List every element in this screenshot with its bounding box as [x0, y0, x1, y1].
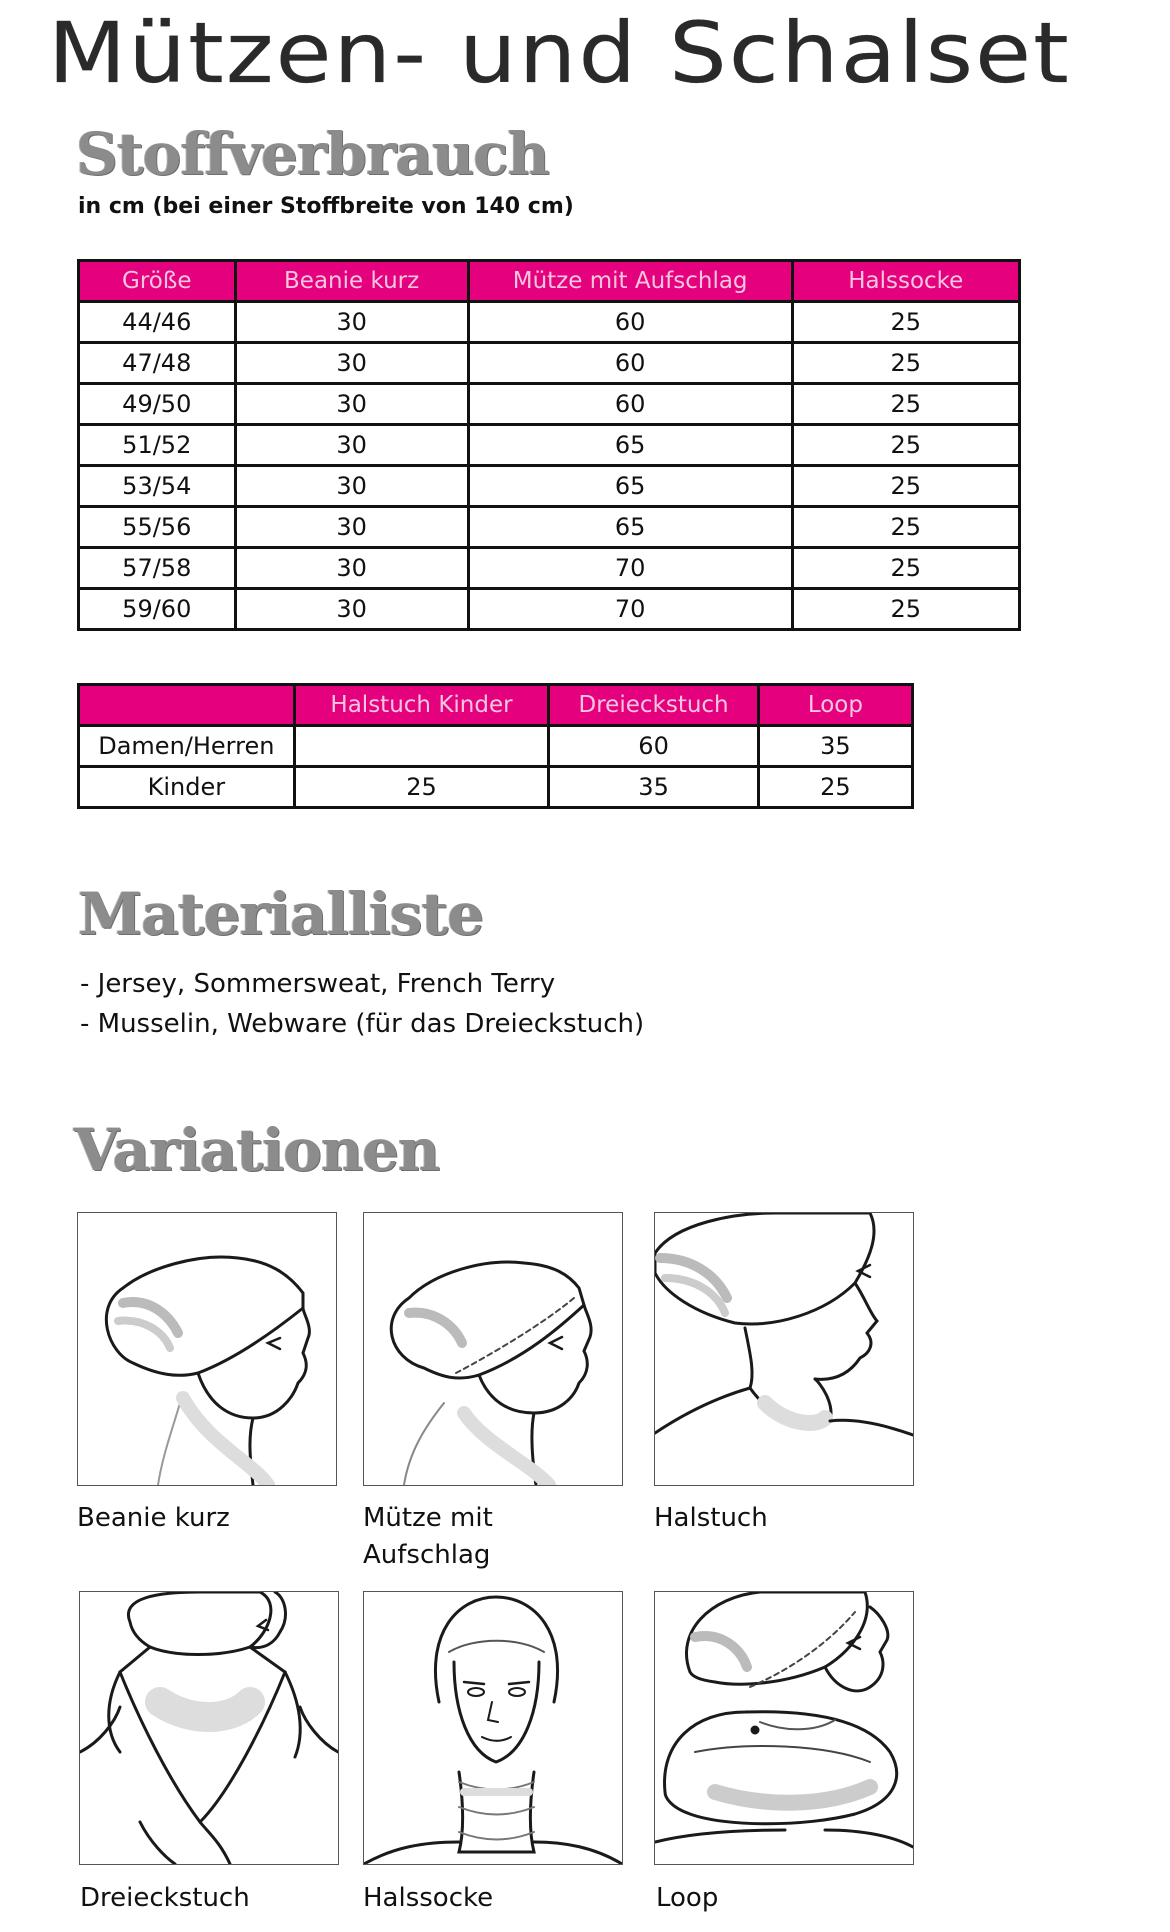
cell-size: 53/54	[79, 466, 236, 507]
table-row	[79, 589, 1020, 630]
neck-sock-illustration	[363, 1591, 623, 1865]
scarf-table-header-row	[79, 685, 913, 726]
caption-beanie-kurz: Beanie kurz	[77, 1503, 230, 1533]
caption-line: Aufschlag	[363, 1540, 491, 1570]
cell-value: 25	[792, 466, 1019, 507]
header-groesse: Größe	[79, 261, 236, 302]
page-title: Mützen- und Schalset	[48, 4, 1071, 102]
beanie-illustration	[77, 1212, 337, 1486]
cell-value: 65	[468, 466, 792, 507]
header-loop: Loop	[758, 685, 912, 726]
cell-size: 57/58	[79, 548, 236, 589]
cell-size: 55/56	[79, 507, 236, 548]
list-item: - Musselin, Webware (für das Dreieckstuch)	[80, 1009, 645, 1039]
cell-value: 30	[235, 466, 468, 507]
caption-halssocke: Halssocke	[363, 1883, 494, 1913]
scarf-table	[77, 683, 914, 809]
fabric-subtitle: in cm (bei einer Stoffbreite von 140 cm)	[78, 194, 574, 219]
table-row	[79, 343, 1020, 384]
neckerchief-illustration	[654, 1212, 914, 1486]
cell-value: 25	[792, 302, 1019, 343]
cell-value: 70	[468, 548, 792, 589]
cell-size: 59/60	[79, 589, 236, 630]
cell-size: 44/46	[79, 302, 236, 343]
size-table	[77, 259, 1021, 631]
cell-value	[294, 726, 549, 767]
cell-value: 60	[549, 726, 759, 767]
cell-value: 60	[468, 302, 792, 343]
cell-value: 25	[792, 548, 1019, 589]
caption-halstuch: Halstuch	[654, 1503, 768, 1533]
table-row	[79, 767, 913, 808]
loop-scarf-illustration	[654, 1591, 914, 1865]
cell-value: 60	[468, 343, 792, 384]
table-row	[79, 302, 1020, 343]
materials-list	[80, 964, 644, 1044]
header-muetze-aufschlag: Mütze mit Aufschlag	[468, 261, 792, 302]
cell-value: 30	[235, 302, 468, 343]
cell-size: 47/48	[79, 343, 236, 384]
cell-value: 35	[758, 726, 912, 767]
cell-group: Damen/Herren	[79, 726, 295, 767]
cell-value: 25	[758, 767, 912, 808]
cell-value: 25	[792, 343, 1019, 384]
cell-value: 65	[468, 425, 792, 466]
variations-heading: Variationen	[74, 1116, 440, 1184]
cell-size: 49/50	[79, 384, 236, 425]
table-row	[79, 548, 1020, 589]
cuffed-hat-illustration	[363, 1212, 623, 1486]
table-row	[79, 384, 1020, 425]
caption-muetze-mit-aufschlag	[363, 1500, 493, 1574]
cell-value: 30	[235, 507, 468, 548]
header-halssocke: Halssocke	[792, 261, 1019, 302]
cell-value: 25	[294, 767, 549, 808]
cell-value: 30	[235, 548, 468, 589]
cell-value: 30	[235, 384, 468, 425]
list-item: - Jersey, Sommersweat, French Terry	[80, 969, 556, 999]
size-table-header-row	[79, 261, 1020, 302]
table-row	[79, 425, 1020, 466]
caption-dreieckstuch: Dreieckstuch	[80, 1883, 250, 1913]
cell-value: 35	[549, 767, 759, 808]
table-row	[79, 507, 1020, 548]
cell-value: 65	[468, 507, 792, 548]
cell-value: 30	[235, 425, 468, 466]
header-beanie-kurz: Beanie kurz	[235, 261, 468, 302]
cell-value: 60	[468, 384, 792, 425]
header-empty	[79, 685, 295, 726]
cell-group: Kinder	[79, 767, 295, 808]
table-row	[79, 726, 913, 767]
caption-loop: Loop	[656, 1883, 719, 1913]
cell-value: 25	[792, 589, 1019, 630]
triangle-scarf-illustration	[79, 1591, 339, 1865]
cell-value: 30	[235, 589, 468, 630]
table-row	[79, 466, 1020, 507]
fabric-heading: Stoffverbrauch	[76, 120, 549, 188]
materials-heading: Materialliste	[78, 880, 484, 948]
cell-value: 70	[468, 589, 792, 630]
cell-value: 30	[235, 343, 468, 384]
cell-value: 25	[792, 384, 1019, 425]
caption-line: Mütze mit	[363, 1503, 493, 1533]
header-halstuch-kinder: Halstuch Kinder	[294, 685, 549, 726]
cell-size: 51/52	[79, 425, 236, 466]
header-dreieckstuch: Dreieckstuch	[549, 685, 759, 726]
cell-value: 25	[792, 425, 1019, 466]
cell-value: 25	[792, 507, 1019, 548]
